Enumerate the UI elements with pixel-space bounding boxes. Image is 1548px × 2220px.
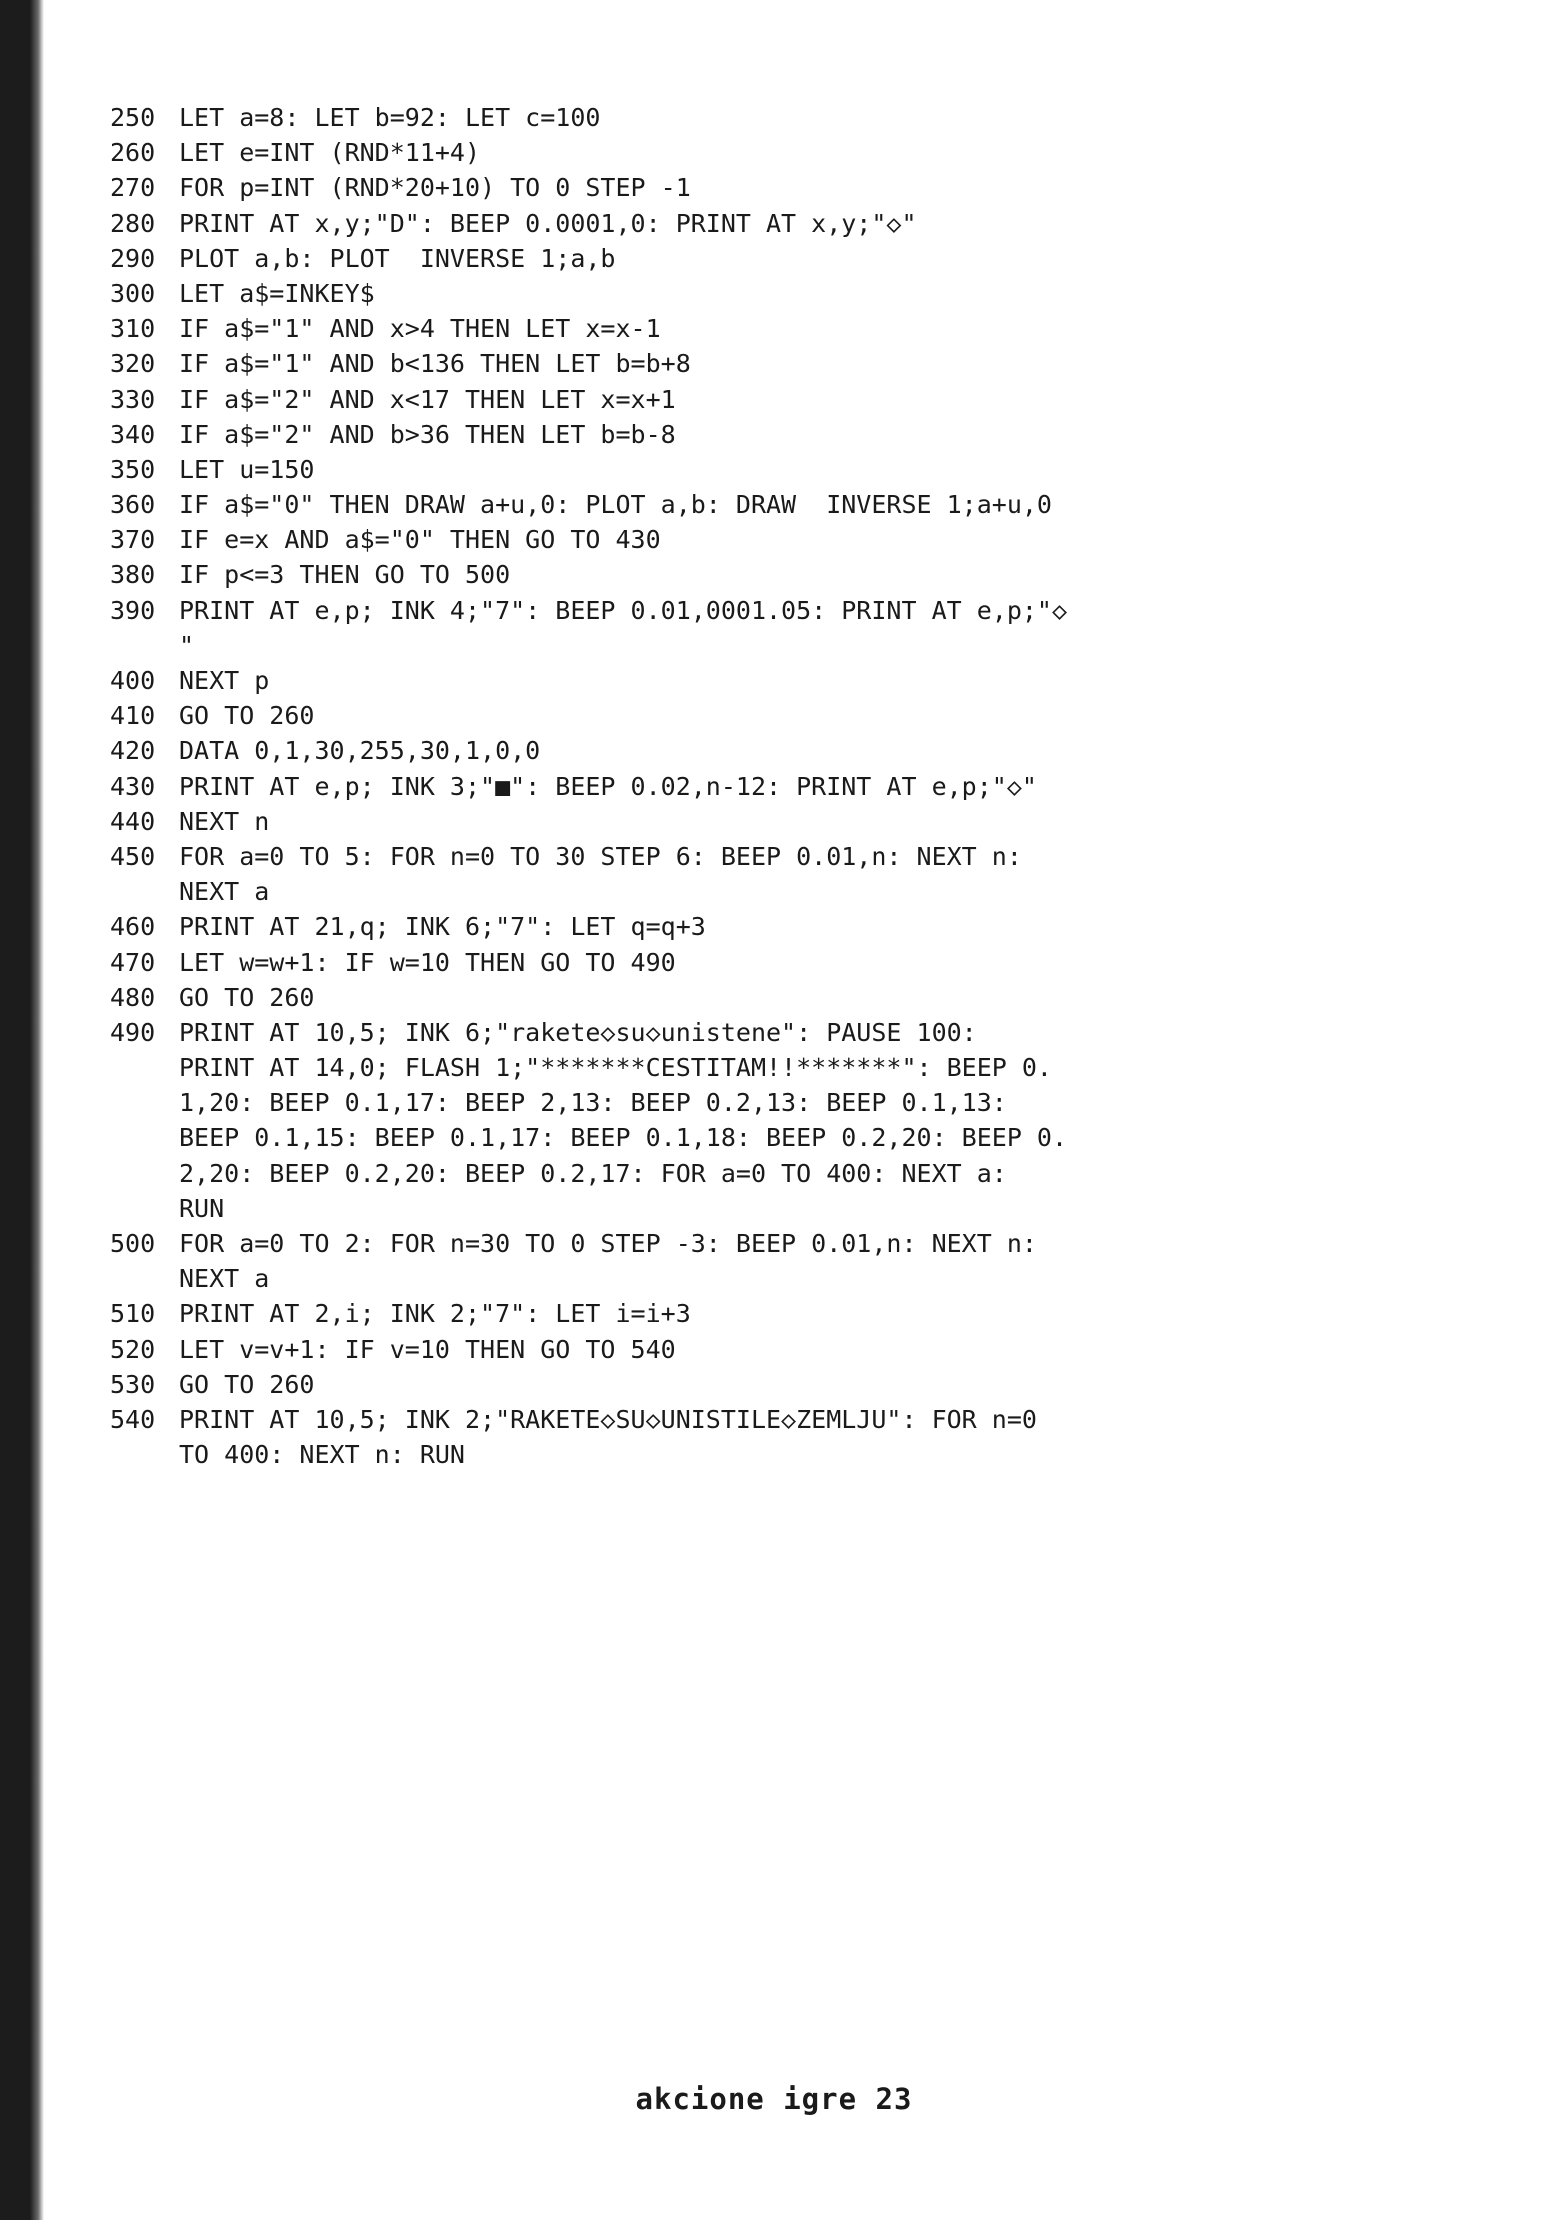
line-number: 330 bbox=[110, 384, 156, 414]
line-number: 370 bbox=[110, 525, 156, 555]
line-code: PRINT AT x,y;"D": BEEP 0.0001,0: PRINT AT x,y;"◇" bbox=[179, 208, 917, 238]
line-code: FOR a=0 TO 2: FOR n=30 TO 0 STEP -3: BEEP 0.01,n: NEXT n: bbox=[179, 1229, 1037, 1258]
line-code: IF a$="1" AND b<136 THEN LET b=b+8 bbox=[179, 349, 691, 379]
program-line bbox=[110, 1367, 1450, 1402]
program-line-continuation bbox=[110, 628, 1450, 663]
line-number bbox=[110, 1261, 179, 1296]
line-code: IF a$="2" AND x<17 THEN LET x=x+1 bbox=[179, 384, 676, 414]
line-code: LET u=150 bbox=[179, 454, 315, 484]
line-code: FOR p=INT (RND*20+10) TO 0 STEP -1 bbox=[179, 173, 691, 203]
line-number: 300 bbox=[110, 278, 156, 308]
line-number: 530 bbox=[110, 1369, 156, 1399]
line-number: 470 bbox=[110, 947, 156, 977]
line-number: 380 bbox=[110, 560, 156, 590]
page-footer: akcione igre 23 bbox=[635, 2082, 913, 2116]
line-number bbox=[110, 1050, 179, 1085]
program-line bbox=[110, 100, 1450, 135]
line-code: GO TO 260 bbox=[179, 701, 315, 731]
line-number: 450 bbox=[110, 841, 156, 871]
program-line bbox=[110, 206, 1450, 241]
program-line bbox=[110, 276, 1450, 311]
line-number: 340 bbox=[110, 419, 156, 449]
line-number: 280 bbox=[110, 208, 156, 238]
program-line-continuation bbox=[110, 1085, 1450, 1120]
program-line bbox=[110, 593, 1450, 628]
line-number bbox=[110, 874, 179, 909]
line-number: 350 bbox=[110, 454, 156, 484]
line-code: NEXT a bbox=[179, 1264, 270, 1294]
line-code: NEXT p bbox=[179, 666, 270, 695]
line-code: IF a$="1" AND x>4 THEN LET x=x-1 bbox=[179, 314, 661, 344]
program-line bbox=[110, 1402, 1450, 1437]
line-code: DATA 0,1,30,255,30,1,0,0 bbox=[179, 736, 541, 766]
line-number: 460 bbox=[110, 912, 156, 942]
program-line bbox=[110, 135, 1450, 170]
line-number bbox=[110, 1156, 179, 1191]
line-code: IF e=x AND a$="0" THEN GO TO 430 bbox=[179, 525, 661, 555]
line-code: LET e=INT (RND*11+4) bbox=[179, 138, 481, 168]
line-code: PRINT AT e,p; INK 4;"7": BEEP 0.01,0001.05: PRINT AT e,p;"◇ bbox=[179, 595, 1068, 625]
line-number: 360 bbox=[110, 490, 156, 520]
line-number bbox=[110, 1120, 179, 1155]
program-line bbox=[110, 487, 1450, 522]
line-number: 270 bbox=[110, 173, 156, 203]
program-line bbox=[110, 1226, 1450, 1261]
line-number: 540 bbox=[110, 1404, 156, 1434]
program-line bbox=[110, 945, 1450, 980]
line-code: IF a$="2" AND b>36 THEN LET b=b-8 bbox=[179, 419, 676, 449]
program-line bbox=[110, 663, 1450, 698]
line-code: " bbox=[179, 630, 195, 660]
line-code: FOR a=0 TO 5: FOR n=0 TO 30 STEP 6: BEEP 0.01,n: NEXT n: bbox=[179, 841, 1022, 871]
program-line bbox=[110, 1332, 1450, 1367]
line-code: BEEP 0.1,15: BEEP 0.1,17: BEEP 0.1,18: BEEP 0.2,20: BEEP 0. bbox=[179, 1123, 1068, 1153]
program-line bbox=[110, 839, 1450, 874]
program-line bbox=[110, 769, 1450, 804]
line-number: 260 bbox=[110, 138, 156, 168]
program-line bbox=[110, 1015, 1450, 1050]
program-line bbox=[110, 346, 1450, 381]
program-line bbox=[110, 417, 1450, 452]
program-line-continuation bbox=[110, 1120, 1450, 1155]
program-line bbox=[110, 909, 1450, 944]
line-code: PRINT AT e,p; INK 3;"■": BEEP 0.02,n-12: PRINT AT e,p;"◇" bbox=[179, 771, 1037, 801]
line-number: 510 bbox=[110, 1299, 156, 1329]
program-line bbox=[110, 733, 1450, 768]
line-number: 310 bbox=[110, 314, 156, 344]
line-code: PRINT AT 21,q; INK 6;"7": LET q=q+3 bbox=[179, 912, 706, 942]
program-line bbox=[110, 980, 1450, 1015]
line-code: PLOT a,b: PLOT INVERSE 1;a,b bbox=[179, 243, 616, 273]
line-code: PRINT AT 10,5; INK 6;"rakete◇su◇unistene": PAUSE 100: bbox=[179, 1017, 977, 1047]
line-number: 410 bbox=[110, 701, 156, 731]
line-code: PRINT AT 10,5; INK 2;"RAKETE◇SU◇UNISTILE◇ZEMLJU": FOR n=0 bbox=[179, 1404, 1037, 1434]
line-code: 2,20: BEEP 0.2,20: BEEP 0.2,17: FOR a=0 TO 400: NEXT a: bbox=[179, 1158, 1007, 1188]
line-number: 440 bbox=[110, 806, 156, 836]
program-line bbox=[110, 698, 1450, 733]
line-code: PRINT AT 14,0; FLASH 1;"*******CESTITAM!!*******": BEEP 0. bbox=[179, 1053, 1052, 1083]
program-line bbox=[110, 170, 1450, 205]
page-binding-edge bbox=[0, 0, 44, 2220]
program-line bbox=[110, 382, 1450, 417]
line-code: IF a$="0" THEN DRAW a+u,0: PLOT a,b: DRAW INVERSE 1;a+u,0 bbox=[179, 490, 1052, 520]
program-line-continuation bbox=[110, 1437, 1450, 1472]
line-number: 320 bbox=[110, 349, 156, 379]
line-number: 490 bbox=[110, 1017, 156, 1047]
line-number: 400 bbox=[110, 666, 156, 695]
line-code: NEXT a bbox=[179, 877, 270, 907]
program-line bbox=[110, 311, 1450, 346]
line-code: GO TO 260 bbox=[179, 982, 315, 1012]
line-number: 480 bbox=[110, 982, 156, 1012]
line-number bbox=[110, 628, 179, 663]
line-code: GO TO 260 bbox=[179, 1369, 315, 1399]
program-line-continuation bbox=[110, 874, 1450, 909]
line-code: LET a=8: LET b=92: LET c=100 bbox=[179, 103, 601, 132]
line-code: LET w=w+1: IF w=10 THEN GO TO 490 bbox=[179, 947, 676, 977]
line-number bbox=[110, 1437, 179, 1472]
line-number: 500 bbox=[110, 1229, 156, 1258]
line-code: LET v=v+1: IF v=10 THEN GO TO 540 bbox=[179, 1334, 676, 1364]
line-code: TO 400: NEXT n: RUN bbox=[179, 1440, 465, 1470]
program-line bbox=[110, 522, 1450, 557]
program-line bbox=[110, 804, 1450, 839]
line-code: NEXT n bbox=[179, 806, 270, 836]
line-number: 430 bbox=[110, 771, 156, 801]
program-line-continuation bbox=[110, 1050, 1450, 1085]
program-line-continuation bbox=[110, 1261, 1450, 1296]
program-line bbox=[110, 452, 1450, 487]
line-number: 250 bbox=[110, 103, 156, 132]
program-line bbox=[110, 1296, 1450, 1331]
line-code: 1,20: BEEP 0.1,17: BEEP 2,13: BEEP 0.2,13: BEEP 0.1,13: bbox=[179, 1088, 1007, 1118]
program-line bbox=[110, 557, 1450, 592]
line-code: PRINT AT 2,i; INK 2;"7": LET i=i+3 bbox=[179, 1299, 691, 1329]
line-number: 520 bbox=[110, 1334, 156, 1364]
line-number: 420 bbox=[110, 736, 156, 766]
line-number: 390 bbox=[110, 595, 156, 625]
program-line bbox=[110, 241, 1450, 276]
basic-program-listing bbox=[110, 100, 1450, 1472]
program-line-continuation bbox=[110, 1156, 1450, 1191]
line-number: 290 bbox=[110, 243, 156, 273]
line-code: RUN bbox=[179, 1193, 225, 1223]
line-code: IF p<=3 THEN GO TO 500 bbox=[179, 560, 511, 590]
program-line-continuation bbox=[110, 1191, 1450, 1226]
line-number bbox=[110, 1085, 179, 1120]
line-code: LET a$=INKEY$ bbox=[179, 278, 375, 308]
line-number bbox=[110, 1191, 179, 1226]
